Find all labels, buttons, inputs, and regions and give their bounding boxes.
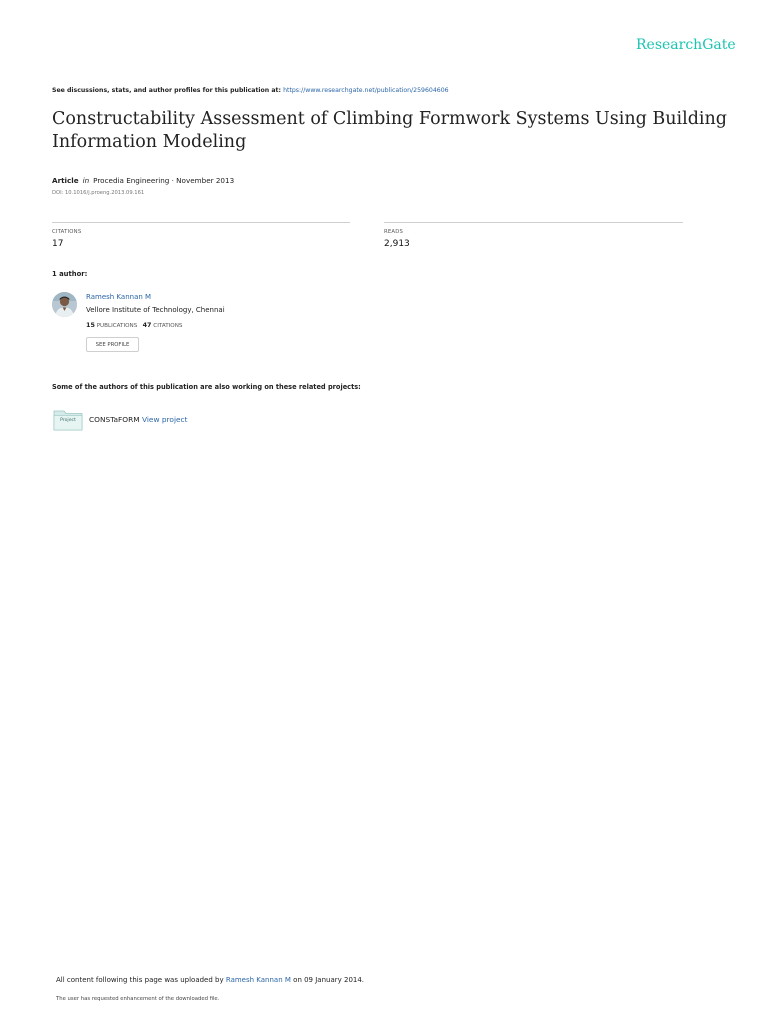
doi: DOI: 10.1016/j.proeng.2013.09.161 xyxy=(52,190,145,196)
journal-date: Procedia Engineering · November 2013 xyxy=(93,176,235,185)
reads-label: READS xyxy=(384,229,404,235)
upload-note xyxy=(56,976,364,984)
author-citations-label: CITATIONS xyxy=(153,323,183,329)
uploader-link[interactable]: Ramesh Kannan M xyxy=(225,976,291,984)
author-name-link[interactable]: Ramesh Kannan M xyxy=(86,293,152,301)
author-stats xyxy=(86,321,182,329)
enhancement-note: The user has requested enhancement of the downloaded file. xyxy=(56,996,220,1002)
author-photo xyxy=(52,292,77,317)
reads-value: 2,913 xyxy=(384,239,410,249)
author-citations-count: 47 xyxy=(142,321,152,329)
publication-title: Constructability Assessment of Climbing Formwork Systems Using Building Information Modeling xyxy=(52,109,727,152)
citations-value: 17 xyxy=(52,239,64,249)
project-name: CONSTaFORM xyxy=(89,415,140,424)
researchgate-logo[interactable]: ResearchGate xyxy=(636,37,736,53)
see-discussions-text: See discussions, stats, and author profiles for this publication at: xyxy=(52,87,281,94)
citations-label: CITATIONS xyxy=(52,229,82,235)
publication-type: Article xyxy=(52,176,79,185)
view-project-link[interactable]: View project xyxy=(141,415,188,424)
in-label: in xyxy=(82,176,90,185)
related-projects-heading: Some of the authors of this publication are also working on these related projects: xyxy=(52,383,361,391)
author-publications-count: 15 xyxy=(86,321,95,329)
see-profile-button[interactable]: SEE PROFILE xyxy=(86,337,139,352)
reads-divider xyxy=(384,222,683,223)
project-icon-label: Project xyxy=(60,418,76,423)
upload-suffix: on 09 January 2014. xyxy=(293,976,365,984)
project-folder-icon xyxy=(53,409,83,431)
citations-divider xyxy=(52,222,350,223)
publication-url-link[interactable]: https://www.researchgate.net/publication/259604606 xyxy=(283,87,449,94)
publication-meta xyxy=(52,176,234,185)
project-row xyxy=(89,415,188,424)
publication-url-line xyxy=(52,87,449,94)
authors-heading: 1 author: xyxy=(52,270,88,278)
author-avatar[interactable] xyxy=(52,292,77,317)
author-publications-label: PUBLICATIONS xyxy=(96,323,138,329)
upload-prefix: All content following this page was uploaded by xyxy=(56,976,224,984)
author-institution: Vellore Institute of Technology, Chennai xyxy=(86,306,225,314)
